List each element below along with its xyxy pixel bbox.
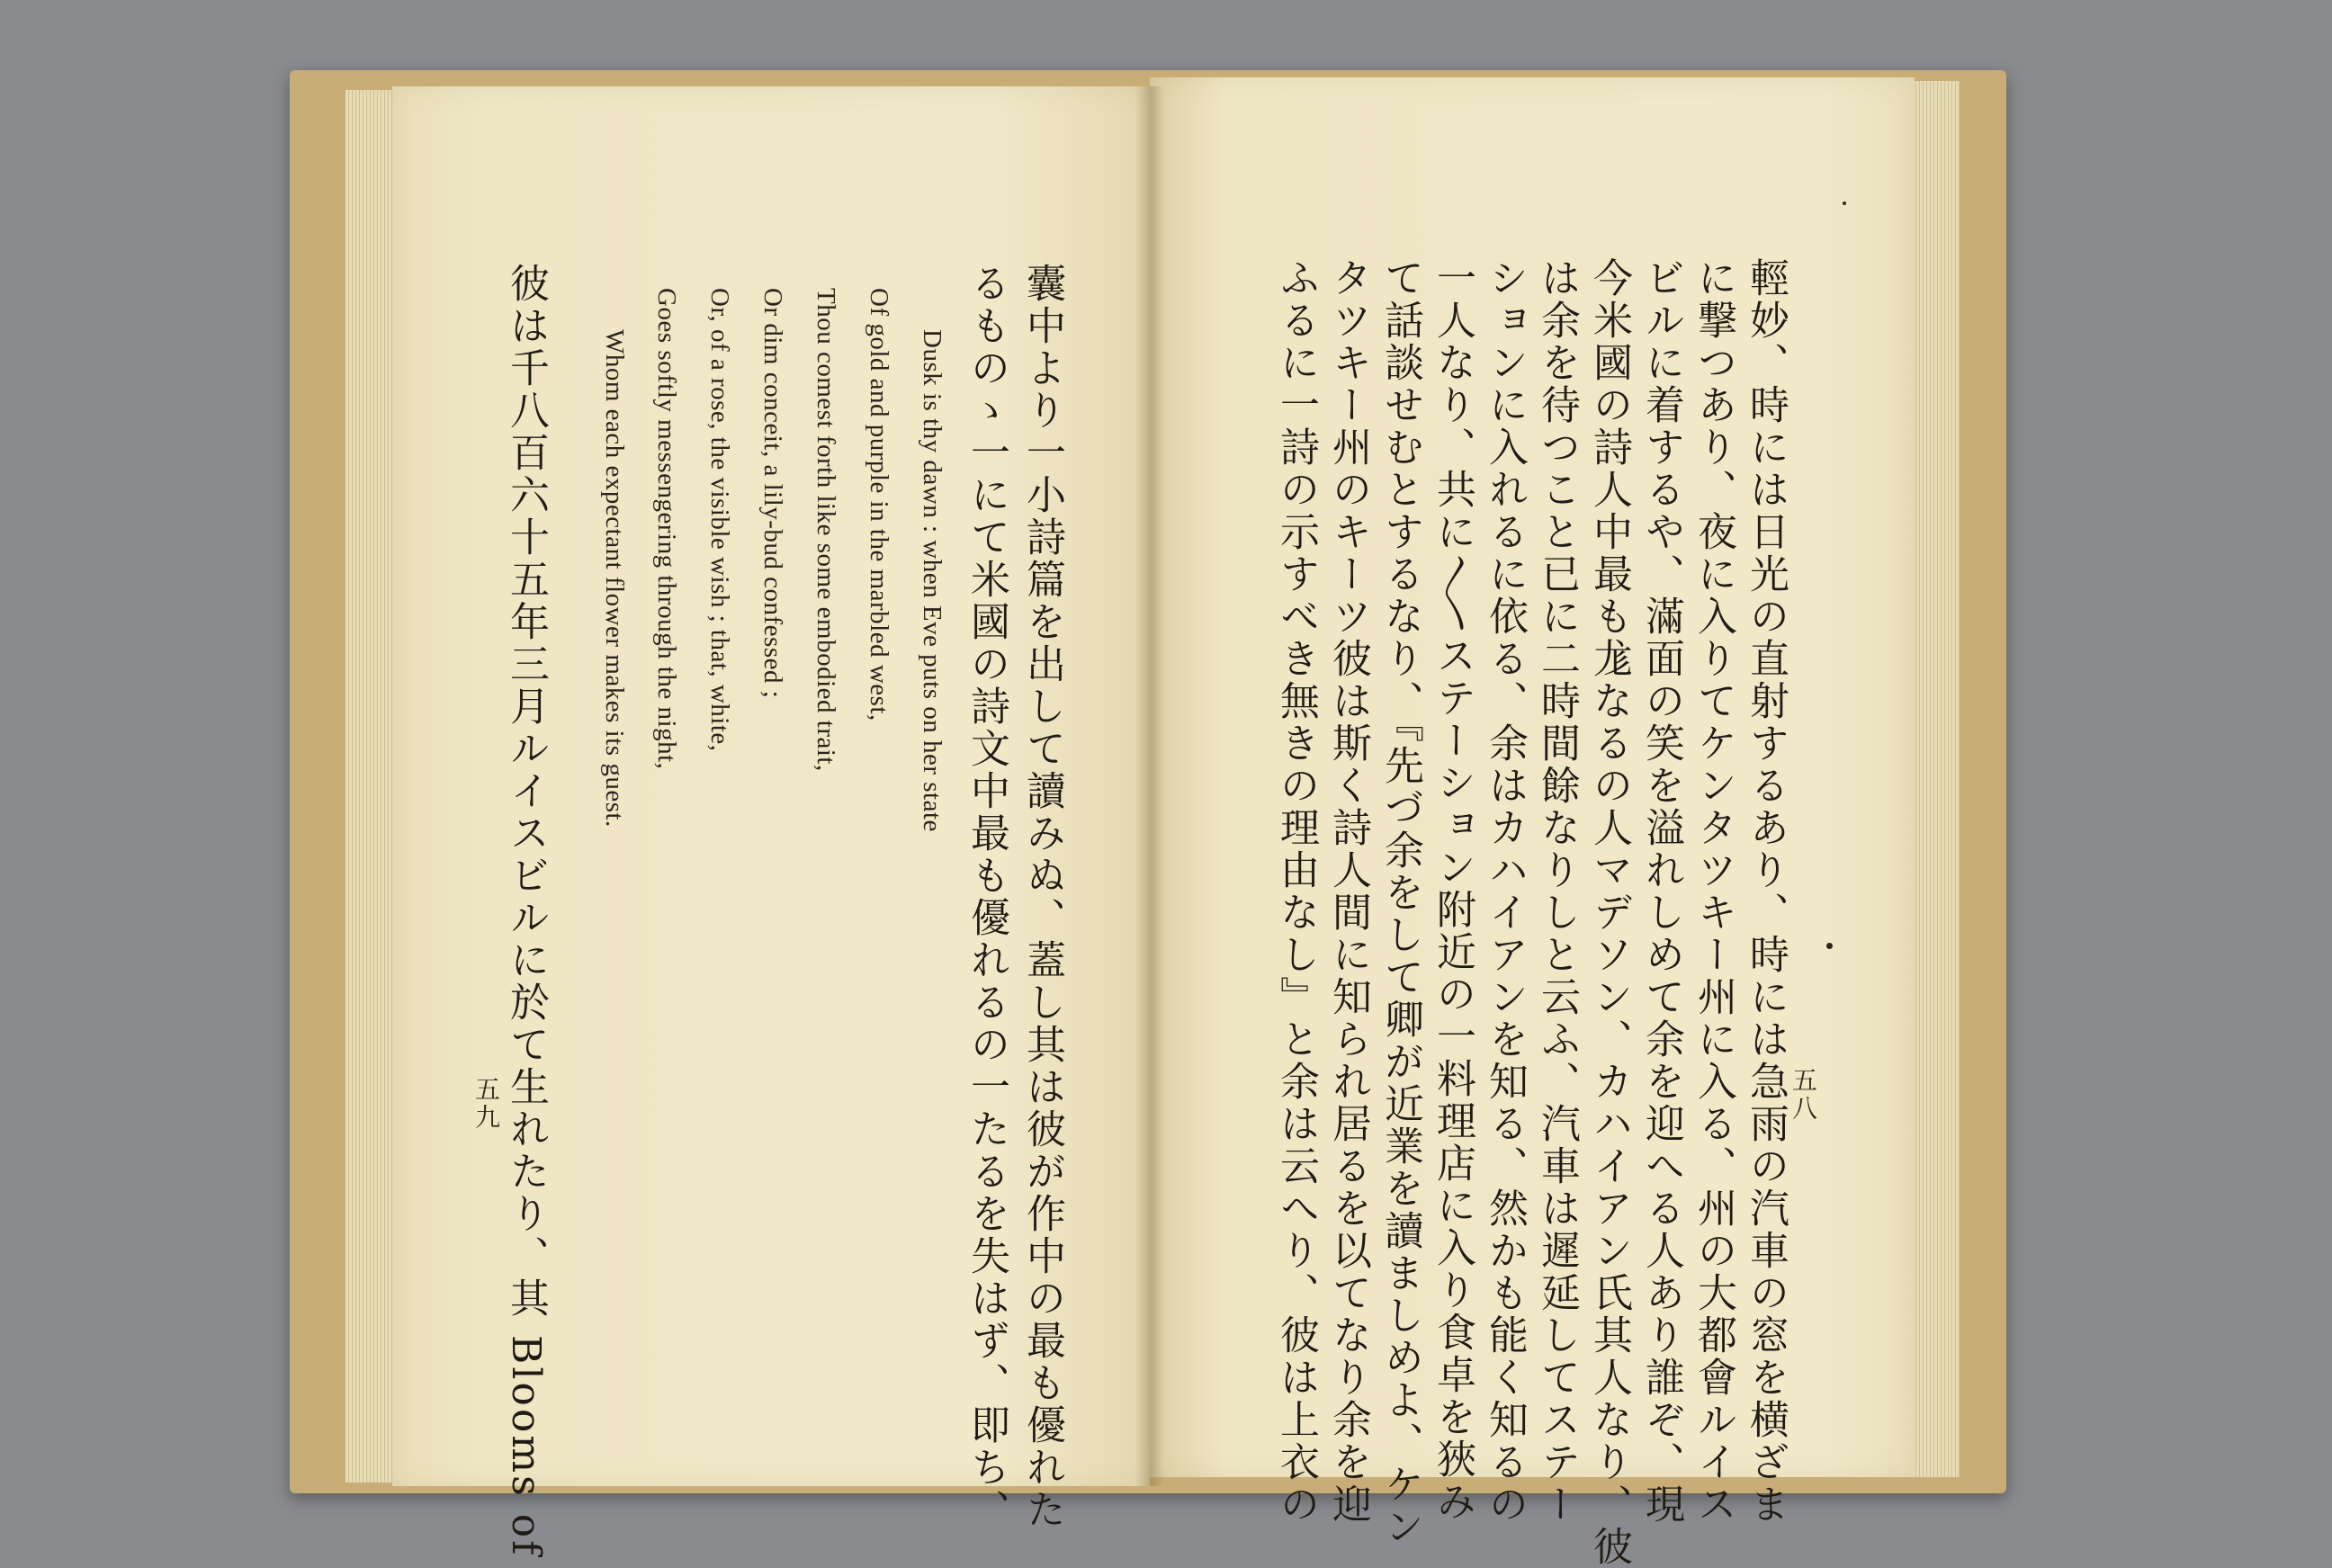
right-page-line-6: ションに入れるに依る、余はカハイアンを知る、然かも能く知るの [1482, 257, 1528, 1526]
ink-speck [1826, 943, 1833, 949]
left-page-line-2: るものゝ一にて米國の詩文中最も優れるの一たるを失はず、即ち、 [964, 263, 1009, 1531]
poem-line-5: Or, of a rose, the visible wish ; that, white, [705, 288, 734, 752]
left-page [392, 86, 1150, 1558]
right-page-line-1: 輕妙、時には日光の直射するあり、時には急雨の汽車の窓を横ざま [1743, 257, 1789, 1526]
left-page-line-10: 彼は千八百六十五年三月ルイスビルに於て生れたり、其 Blooms of [503, 263, 549, 1558]
poem-line-1: Dusk is thy dawn : when Eve puts on her state [918, 329, 946, 832]
right-page [1150, 77, 1915, 1568]
poem-line-3: Thou comest forth like some embodied trait, [812, 288, 840, 772]
left-page-line-1: 囊中より一小詩篇を出して讀みぬ、蓋し其は彼が作中の最も優れた [1019, 263, 1065, 1531]
right-page-line-9: タツキー州のキーツ彼は斯く詩人間に知られ居るを以てなり余を迎 [1325, 257, 1371, 1526]
right-page-line-3: ビルに着するや、滿面の笑を溢れしめて余を迎へる人あり誰ぞ、現 [1638, 257, 1684, 1526]
page-number-left: 五九 [471, 1076, 501, 1132]
poem-line-7: Whom each expectant flower makes its guest. [600, 329, 629, 828]
right-page-line-8: て話談せむとするなり、『先づ余をして卿が近業を讀ましめよ、ケン [1377, 257, 1423, 1548]
left-page-edges [345, 90, 396, 1483]
page-number-right: 五八 [1789, 1067, 1818, 1123]
right-page-line-5: は余を待つこと已に二時間餘なりしと云ふ、汽車は遲延してステー [1534, 257, 1580, 1526]
poem-line-6: Goes softly messengering through the night, [652, 288, 681, 770]
ink-speck-small [1843, 202, 1846, 205]
right-page-line-10: ふるに一詩の示すべき無きの理由なし』と余は云へり、彼は上衣の [1273, 257, 1319, 1526]
book-gutter [1135, 86, 1164, 1486]
poem-line-4: Or dim conceit, a lily-bud confessed ; [758, 288, 787, 699]
right-page-line-2: に撃つあり、夜に入りてケンタツキー州に入る、州の大都會ルイス [1691, 257, 1736, 1526]
right-page-line-4: 今米國の詩人中最も尨なるの人マデソン、カハイアン氏其人なり、彼 [1586, 257, 1632, 1568]
right-page-edges [1913, 81, 1960, 1477]
poem-line-2: Of gold and purple in the marbled west, [865, 288, 893, 721]
right-page-line-7: 一人なり、共に〳〵ステーション附近の一料理店に入り食卓を狹み [1430, 257, 1475, 1523]
